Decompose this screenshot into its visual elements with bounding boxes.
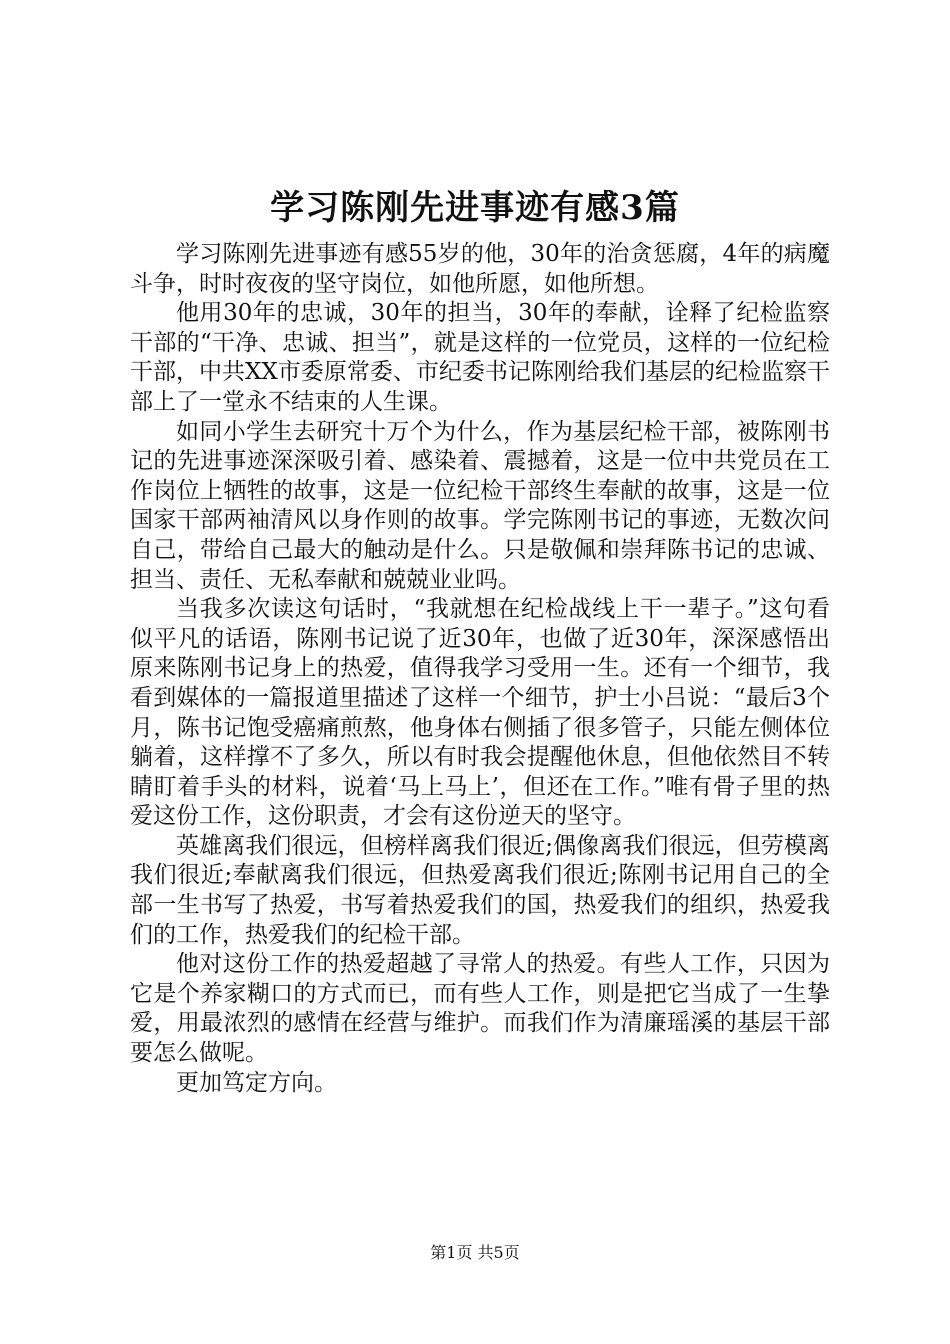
- paragraph-2: 他用30年的忠诚，30年的担当，30年的奉献，诠释了纪检监察干部的“干净、忠诚、担当”，就是这样的一位党员，这样的一位纪检干部，中共XX市委原常委、市纪委书记陈刚给我们基层的纪检监察干部上了一堂永不结束的人生课。: [130, 300, 830, 415]
- paragraph-6: 他对这份工作的热爱超越了寻常人的热爱。有些人工作，只因为它是个养家糊口的方式而已，而有些人工作，则是把它当成了一生挚爱，用最浓烈的感情在经营与维护。而我们作为清廉瑶溪的基层干部要怎么做呢。: [130, 951, 830, 1067]
- paragraph-7: 更加笃定方向。: [176, 1069, 337, 1096]
- document-title: 学习陈刚先进事迹有感3篇: [270, 188, 680, 228]
- paragraph-1: 学习陈刚先进事迹有感55岁的他，30年的治贪惩腐，4年的病魔斗争，时时夜夜的坚守岗位，如他所愿，如他所想。: [130, 241, 830, 297]
- paragraph-5: 英雄离我们很远，但榜样离我们很近;偶像离我们很远，但劳模离我们很近;奉献离我们很远，但热爱离我们很近;陈刚书记用自己的全部一生书写了热爱，书写着热爱我们的国，热爱我们的组织，热爱我们的工作，热爱我们的纪检干部。: [130, 832, 830, 948]
- paragraph-3: 如同小学生去研究十万个为什么，作为基层纪检干部，被陈刚书记的先进事迹深深吸引着、感染着、震撼着，这是一位中共党员在工作岗位上牺牲的故事，这是一位纪检干部终生奉献的故事，这是一位国家干部两袖清风以身作则的故事。学完陈刚书记的事迹，无数次问自己，带给自己最大的触动是什么。只是敬佩和崇拜陈书记的忠诚、担当、责任、无私奉献和兢兢业业吗。: [130, 418, 830, 593]
- document-body: [130, 240, 830, 1098]
- page-number-footer: 第1页 共5页: [430, 1243, 520, 1262]
- paragraph-4: 当我多次读这句话时，“我就想在纪检战线上干一辈子。”这句看似平凡的话语，陈刚书记说了近30年，也做了近30年，深深感悟出原来陈刚书记身上的热爱，值得我学习受用一生。还有一个细节，我看到媒体的一篇报道里描述了这样一个细节，护士小吕说：“最后3个月，陈书记饱受癌痛煎熬，他身体右侧插了很多管子，只能左侧体位躺着，这样撑不了多久，所以有时我会提醒他休息，但他依然目不转睛盯着手头的材料，说着‘马上马上’，但还在工作。”唯有骨子里的热爱这份工作，这份职责，才会有这份逆天的坚守。: [130, 596, 830, 830]
